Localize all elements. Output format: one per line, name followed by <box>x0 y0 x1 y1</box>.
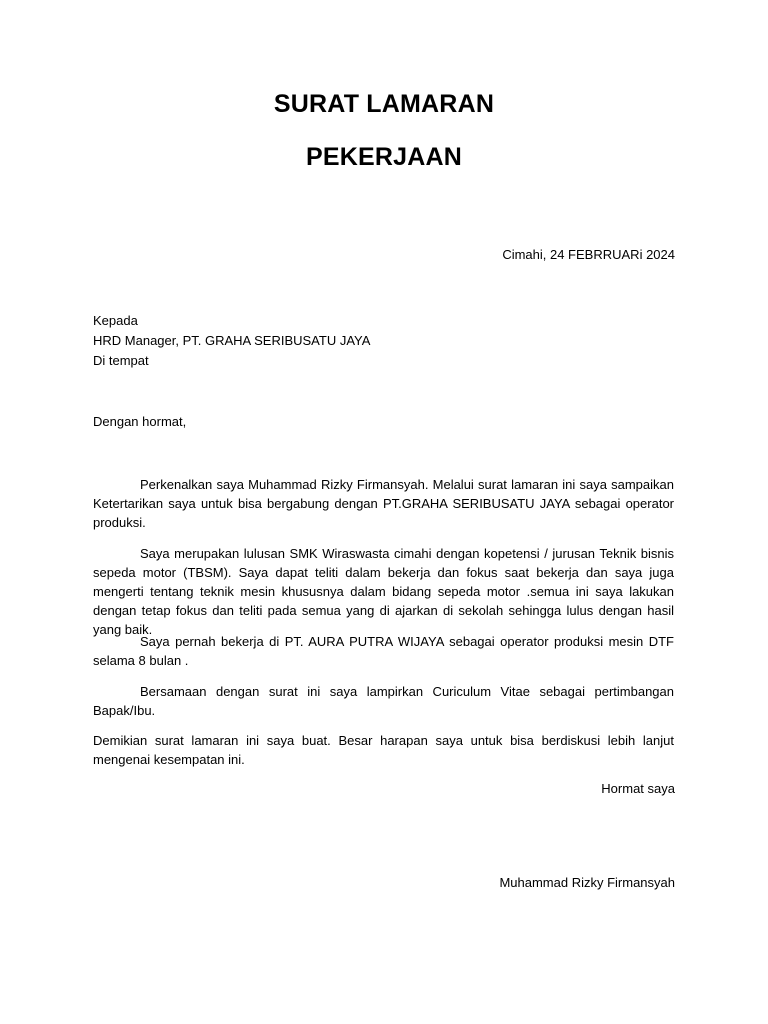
recipient-name: HRD Manager, PT. GRAHA SERIBUSATU JAYA <box>93 333 371 348</box>
closing-greeting: Hormat saya <box>601 781 675 796</box>
recipient-to: Kepada <box>93 313 138 328</box>
signature-name: Muhammad Rizky Firmansyah <box>499 875 675 890</box>
paragraph-intro <box>93 475 674 532</box>
letter-title: SURAT LAMARAN <box>273 90 495 118</box>
paragraph-attachment-text: Bersamaan dengan surat ini saya lampirkan Curiculum Vitae sebagai pertimbangan Bapak/Ibu. <box>93 684 674 718</box>
paragraph-intro-text: Perkenalkan saya Muhammad Rizky Firmansyah. Melalui surat lamaran ini saya sampaikan Ketertarikan saya untuk bisa bergabung dengan PT.GRAHA SERIBUSATU JAYA sebagai operator produksi. <box>93 477 674 530</box>
paragraph-closing: Demikian surat lamaran ini saya buat. Besar harapan saya untuk bisa berdiskusi lebih lanjut mengenai kesempatan ini. <box>93 733 674 767</box>
paragraph-attachment <box>93 682 674 720</box>
paragraph-education-text: Saya merupakan lulusan SMK Wiraswasta cimahi dengan kopetensi / jurusan Teknik bisnis sepeda motor (TBSM). Saya dapat teliti dalam bekerja dan fokus saat bekerja dan saya juga mengerti tentang teknik mesin khususnya dalam bidang sepeda motor .semua ini saya lakukan dengan tetap fokus dan teliti pada semua yang di ajarkan di sekolah sehingga lulus dengan hasil yang baik. <box>93 546 674 637</box>
paragraph-experience-text: Saya pernah bekerja di PT. AURA PUTRA WIJAYA sebagai operator produksi mesin DTF selama 8 bulan . <box>93 634 674 668</box>
recipient-place: Di tempat <box>93 353 149 368</box>
paragraph-experience <box>93 632 674 670</box>
salutation: Dengan hormat, <box>93 414 187 429</box>
letter-title-line2: PEKERJAAN <box>306 143 462 171</box>
letter-date: Cimahi, 24 FEBRRUARi 2024 <box>502 247 675 262</box>
paragraph-education <box>93 544 674 639</box>
